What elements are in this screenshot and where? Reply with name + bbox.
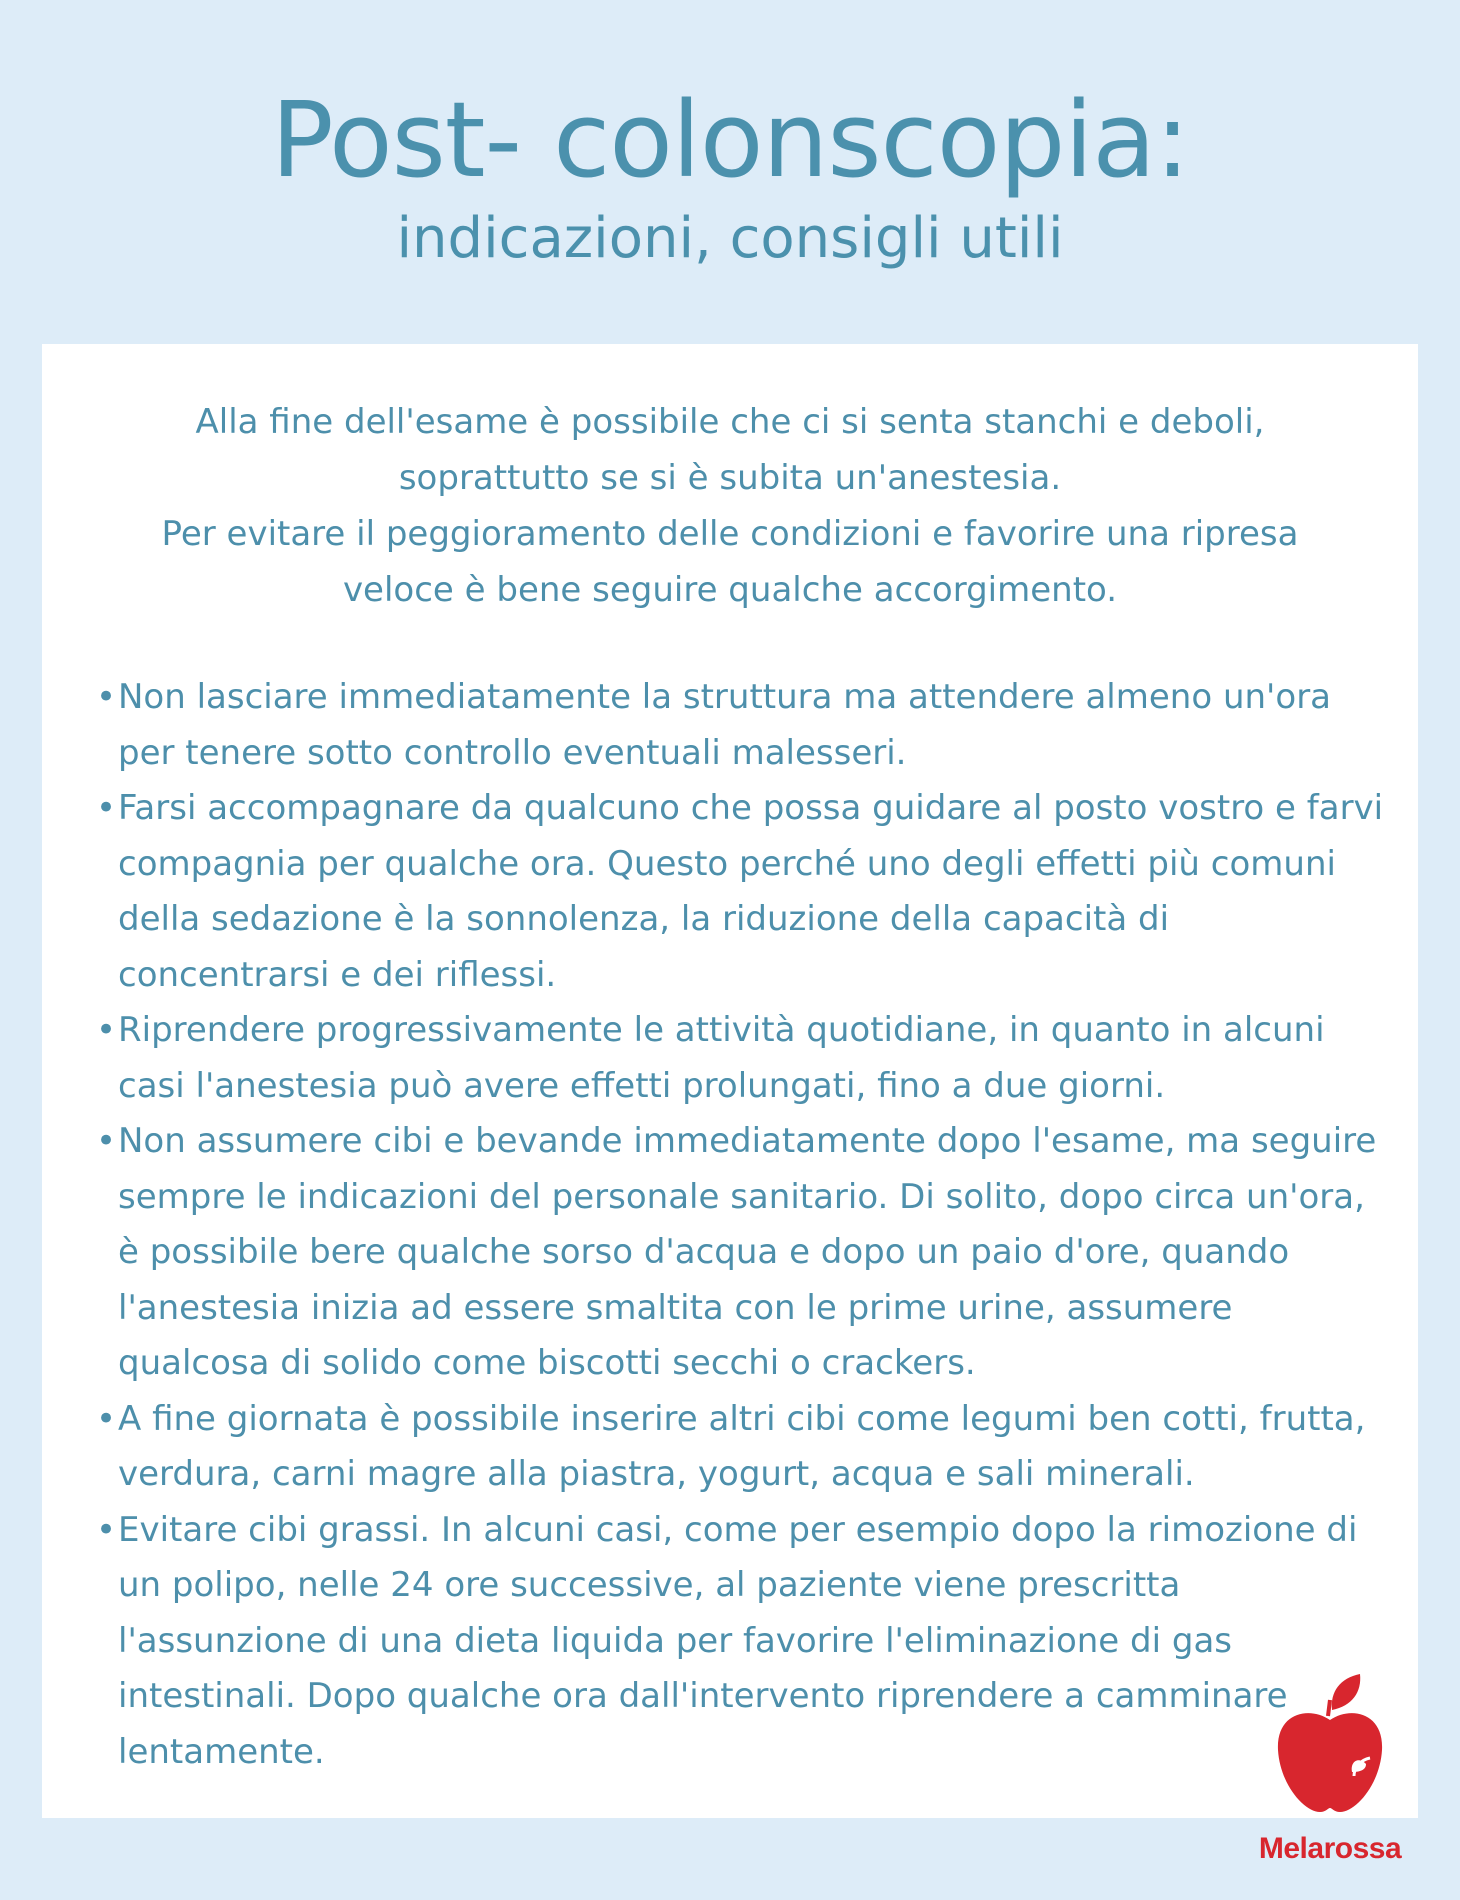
- bullet-icon: •: [96, 1121, 117, 1161]
- list-item-text: Non lasciare immediatamente la struttura ma attendere almeno un'ora per tenere sotto controllo eventuali malesseri.: [118, 677, 1332, 773]
- intro-line: soprattutto se si è subita un'anestesia.: [398, 458, 1062, 498]
- list-item-text: Non assumere cibi e bevande immediatamente dopo l'esame, ma seguire sempre le indicazioni del personale sanitario. Di solito, dopo circa un'ora, è possibile bere qualche sorso d'acqua e dopo un paio d'ore, quando l'anestesia inizia ad essere smaltita con le prime urine, assumere qualcosa di solido come biscotti secchi o crackers.: [118, 1121, 1377, 1383]
- intro-line: veloce è bene seguire qualche accorgimento.: [342, 570, 1118, 610]
- brand-name: Melarossa: [1258, 1832, 1402, 1865]
- bullet-icon: •: [96, 1398, 117, 1439]
- list-item-text: Evitare cibi grassi. In alcuni casi, come per esempio dopo la rimozione di un polipo, nelle 24 ore successive, al paziente viene prescritta l'assunzione di una dieta liquida per favorire l'eliminazione di gas intestinali. Dopo qualche ora dall'intervento riprendere a camminare lentamente.: [118, 1509, 1358, 1772]
- intro-text: [102, 394, 1358, 618]
- list-item: [96, 670, 1386, 781]
- page-title: Post- colonscopia:: [270, 79, 1190, 201]
- tips-list: [96, 670, 1386, 1780]
- list-item-text: Riprendere progressivamente le attività quotidiane, in quanto in alcuni casi l'anestesia può avere effetti prolungati, fino a due giorni.: [118, 1010, 1325, 1106]
- list-item-text: A fine giornata è possibile inserire altri cibi come legumi ben cotti, frutta, verdura, carni magre alla piastra, yogurt, acqua e sali minerali.: [118, 1398, 1366, 1494]
- intro-line: Per evitare il peggioramento delle condizioni e favorire una ripresa: [161, 514, 1299, 554]
- bullet-icon: •: [96, 788, 117, 828]
- list-item: [96, 1114, 1386, 1392]
- content-card: [42, 344, 1418, 1818]
- list-item: [96, 1503, 1386, 1781]
- bullet-icon: •: [96, 677, 117, 717]
- bullet-icon: •: [96, 1509, 117, 1550]
- list-item: [96, 1003, 1386, 1114]
- page-subtitle: indicazioni, consigli utili: [396, 206, 1064, 271]
- list-item-text: Farsi accompagnare da qualcuno che possa guidare al posto vostro e farvi compagnia per qualche ora. Questo perché uno degli effetti più comuni della sedazione è la sonnolenza, la riduzione della capacità di concentrarsi e dei riflessi.: [118, 788, 1384, 995]
- header: [0, 80, 1460, 274]
- bullet-icon: •: [96, 1010, 117, 1050]
- list-item: [96, 781, 1386, 1003]
- apple-icon: [1270, 1672, 1390, 1822]
- brand-logo: [1240, 1672, 1420, 1872]
- intro-line: Alla fine dell'esame è possibile che ci si senta stanchi e deboli,: [195, 402, 1265, 442]
- list-item: [96, 1392, 1386, 1503]
